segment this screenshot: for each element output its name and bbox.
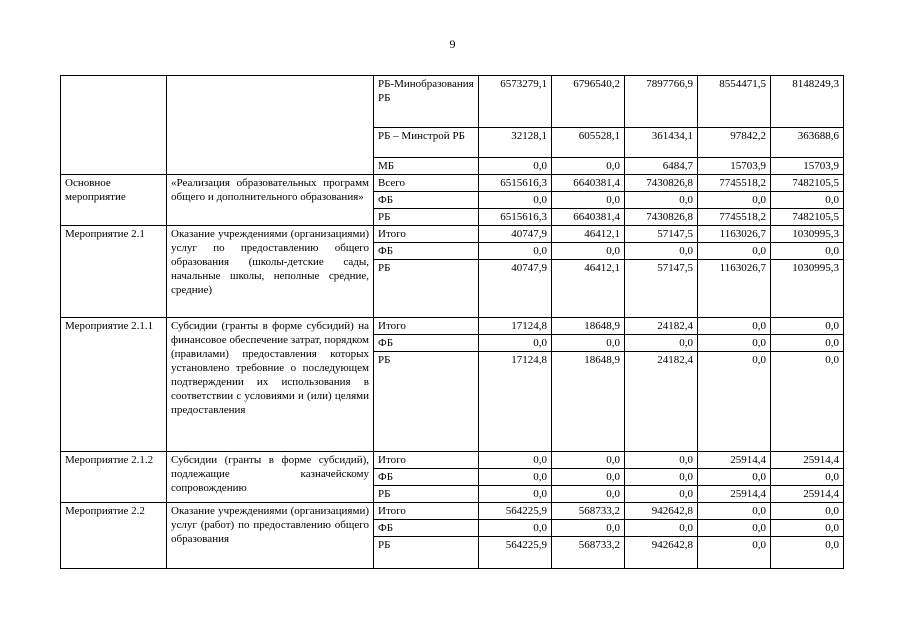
amount-cell: 0,0 bbox=[625, 335, 698, 352]
amount-cell: 40747,9 bbox=[479, 260, 552, 318]
activity-description-cell: Субсидии (гранты в форме субсидий) на финансовое обеспечение затрат, порядком (правилами) предоставления которых установлено требовние о последующем подтверждении их использования в соответствии с условиями и (или) целями предоставления bbox=[167, 318, 374, 452]
table-row bbox=[61, 318, 844, 335]
amount-cell: 40747,9 bbox=[479, 226, 552, 243]
amount-cell: 0,0 bbox=[771, 192, 844, 209]
amount-cell: 0,0 bbox=[552, 158, 625, 175]
amount-cell: 0,0 bbox=[552, 192, 625, 209]
activity-description-cell bbox=[167, 76, 374, 175]
amount-cell: 0,0 bbox=[625, 520, 698, 537]
amount-cell: 17124,8 bbox=[479, 352, 552, 452]
funding-source-cell: РБ bbox=[374, 260, 479, 318]
amount-cell: 6796540,2 bbox=[552, 76, 625, 128]
funding-source-cell: МБ bbox=[374, 158, 479, 175]
activity-name-cell: Мероприятие 2.1.2 bbox=[61, 452, 167, 503]
amount-cell: 18648,9 bbox=[552, 352, 625, 452]
amount-cell: 568733,2 bbox=[552, 503, 625, 520]
table-row bbox=[61, 76, 844, 128]
amount-cell: 46412,1 bbox=[552, 226, 625, 243]
amount-cell: 25914,4 bbox=[698, 452, 771, 469]
table-row bbox=[61, 226, 844, 243]
amount-cell: 25914,4 bbox=[771, 486, 844, 503]
amount-cell: 0,0 bbox=[698, 352, 771, 452]
funding-source-cell: РБ bbox=[374, 209, 479, 226]
amount-cell: 7745518,2 bbox=[698, 209, 771, 226]
budget-table bbox=[60, 75, 844, 569]
funding-source-cell: ФБ bbox=[374, 243, 479, 260]
amount-cell: 0,0 bbox=[552, 520, 625, 537]
activity-description-cell: «Реализация образовательных программ общего и дополнительного образования» bbox=[167, 175, 374, 226]
amount-cell: 25914,4 bbox=[771, 452, 844, 469]
amount-cell: 0,0 bbox=[698, 318, 771, 335]
amount-cell: 0,0 bbox=[698, 503, 771, 520]
amount-cell: 0,0 bbox=[479, 469, 552, 486]
amount-cell: 0,0 bbox=[771, 318, 844, 335]
amount-cell: 0,0 bbox=[625, 452, 698, 469]
table-row bbox=[61, 503, 844, 520]
amount-cell: 0,0 bbox=[771, 335, 844, 352]
amount-cell: 0,0 bbox=[479, 243, 552, 260]
funding-source-cell: ФБ bbox=[374, 335, 479, 352]
amount-cell: 6515616,3 bbox=[479, 175, 552, 192]
amount-cell: 15703,9 bbox=[771, 158, 844, 175]
amount-cell: 0,0 bbox=[552, 486, 625, 503]
funding-source-cell: ФБ bbox=[374, 469, 479, 486]
amount-cell: 1163026,7 bbox=[698, 260, 771, 318]
amount-cell: 0,0 bbox=[698, 192, 771, 209]
amount-cell: 97842,2 bbox=[698, 128, 771, 158]
amount-cell: 7482105,5 bbox=[771, 175, 844, 192]
amount-cell: 1163026,7 bbox=[698, 226, 771, 243]
amount-cell: 0,0 bbox=[552, 243, 625, 260]
activity-description-cell: Оказание учреждениями (организациями) услуг (работ) по предоставлению общего образования bbox=[167, 503, 374, 569]
funding-source-cell: Итого bbox=[374, 226, 479, 243]
amount-cell: 0,0 bbox=[698, 537, 771, 569]
amount-cell: 0,0 bbox=[552, 452, 625, 469]
activity-description-cell: Оказание учреждениями (организациями) услуг по предоставлению общего образования (школы-детские сады, начальные школы, неполные средние, средние) bbox=[167, 226, 374, 318]
amount-cell: 6573279,1 bbox=[479, 76, 552, 128]
amount-cell: 15703,9 bbox=[698, 158, 771, 175]
activity-name-cell bbox=[61, 76, 167, 175]
amount-cell: 0,0 bbox=[479, 158, 552, 175]
amount-cell: 361434,1 bbox=[625, 128, 698, 158]
activity-name-cell: Мероприятие 2.1.1 bbox=[61, 318, 167, 452]
amount-cell: 0,0 bbox=[479, 520, 552, 537]
amount-cell: 0,0 bbox=[479, 192, 552, 209]
amount-cell: 0,0 bbox=[771, 352, 844, 452]
table-row bbox=[61, 452, 844, 469]
amount-cell: 0,0 bbox=[771, 243, 844, 260]
funding-source-cell: РБ-Минобразования РБ bbox=[374, 76, 479, 128]
amount-cell: 25914,4 bbox=[698, 486, 771, 503]
amount-cell: 6484,7 bbox=[625, 158, 698, 175]
amount-cell: 24182,4 bbox=[625, 318, 698, 335]
amount-cell: 0,0 bbox=[698, 335, 771, 352]
funding-source-cell: РБ bbox=[374, 486, 479, 503]
amount-cell: 0,0 bbox=[479, 335, 552, 352]
amount-cell: 0,0 bbox=[625, 243, 698, 260]
amount-cell: 568733,2 bbox=[552, 537, 625, 569]
activity-name-cell: Мероприятие 2.1 bbox=[61, 226, 167, 318]
amount-cell: 0,0 bbox=[771, 469, 844, 486]
amount-cell: 7745518,2 bbox=[698, 175, 771, 192]
amount-cell: 0,0 bbox=[771, 520, 844, 537]
amount-cell: 605528,1 bbox=[552, 128, 625, 158]
amount-cell: 57147,5 bbox=[625, 260, 698, 318]
amount-cell: 0,0 bbox=[479, 452, 552, 469]
amount-cell: 942642,8 bbox=[625, 503, 698, 520]
amount-cell: 0,0 bbox=[771, 503, 844, 520]
amount-cell: 0,0 bbox=[625, 192, 698, 209]
amount-cell: 8554471,5 bbox=[698, 76, 771, 128]
amount-cell: 6640381,4 bbox=[552, 175, 625, 192]
funding-source-cell: Всего bbox=[374, 175, 479, 192]
amount-cell: 57147,5 bbox=[625, 226, 698, 243]
amount-cell: 6640381,4 bbox=[552, 209, 625, 226]
amount-cell: 0,0 bbox=[698, 469, 771, 486]
amount-cell: 7430826,8 bbox=[625, 209, 698, 226]
activity-description-cell: Субсидии (гранты в форме субсидий), подлежащие казначейскому сопровождению bbox=[167, 452, 374, 503]
amount-cell: 1030995,3 bbox=[771, 260, 844, 318]
activity-name-cell: Основное мероприятие bbox=[61, 175, 167, 226]
funding-source-cell: РБ bbox=[374, 537, 479, 569]
page-number: 9 bbox=[449, 37, 456, 51]
amount-cell: 0,0 bbox=[479, 486, 552, 503]
amount-cell: 0,0 bbox=[625, 469, 698, 486]
amount-cell: 17124,8 bbox=[479, 318, 552, 335]
amount-cell: 942642,8 bbox=[625, 537, 698, 569]
activity-name-cell: Мероприятие 2.2 bbox=[61, 503, 167, 569]
amount-cell: 24182,4 bbox=[625, 352, 698, 452]
amount-cell: 0,0 bbox=[552, 469, 625, 486]
table-row bbox=[61, 175, 844, 192]
funding-source-cell: Итого bbox=[374, 318, 479, 335]
amount-cell: 32128,1 bbox=[479, 128, 552, 158]
amount-cell: 18648,9 bbox=[552, 318, 625, 335]
amount-cell: 0,0 bbox=[625, 486, 698, 503]
amount-cell: 7482105,5 bbox=[771, 209, 844, 226]
funding-source-cell: РБ bbox=[374, 352, 479, 452]
amount-cell: 46412,1 bbox=[552, 260, 625, 318]
amount-cell: 0,0 bbox=[698, 243, 771, 260]
funding-source-cell: ФБ bbox=[374, 520, 479, 537]
amount-cell: 7897766,9 bbox=[625, 76, 698, 128]
amount-cell: 0,0 bbox=[771, 537, 844, 569]
funding-source-cell: Итого bbox=[374, 503, 479, 520]
amount-cell: 0,0 bbox=[698, 520, 771, 537]
funding-source-cell: Итого bbox=[374, 452, 479, 469]
amount-cell: 8148249,3 bbox=[771, 76, 844, 128]
funding-source-cell: РБ – Минстрой РБ bbox=[374, 128, 479, 158]
amount-cell: 564225,9 bbox=[479, 537, 552, 569]
funding-source-cell: ФБ bbox=[374, 192, 479, 209]
amount-cell: 7430826,8 bbox=[625, 175, 698, 192]
amount-cell: 363688,6 bbox=[771, 128, 844, 158]
amount-cell: 6515616,3 bbox=[479, 209, 552, 226]
amount-cell: 0,0 bbox=[552, 335, 625, 352]
amount-cell: 564225,9 bbox=[479, 503, 552, 520]
amount-cell: 1030995,3 bbox=[771, 226, 844, 243]
